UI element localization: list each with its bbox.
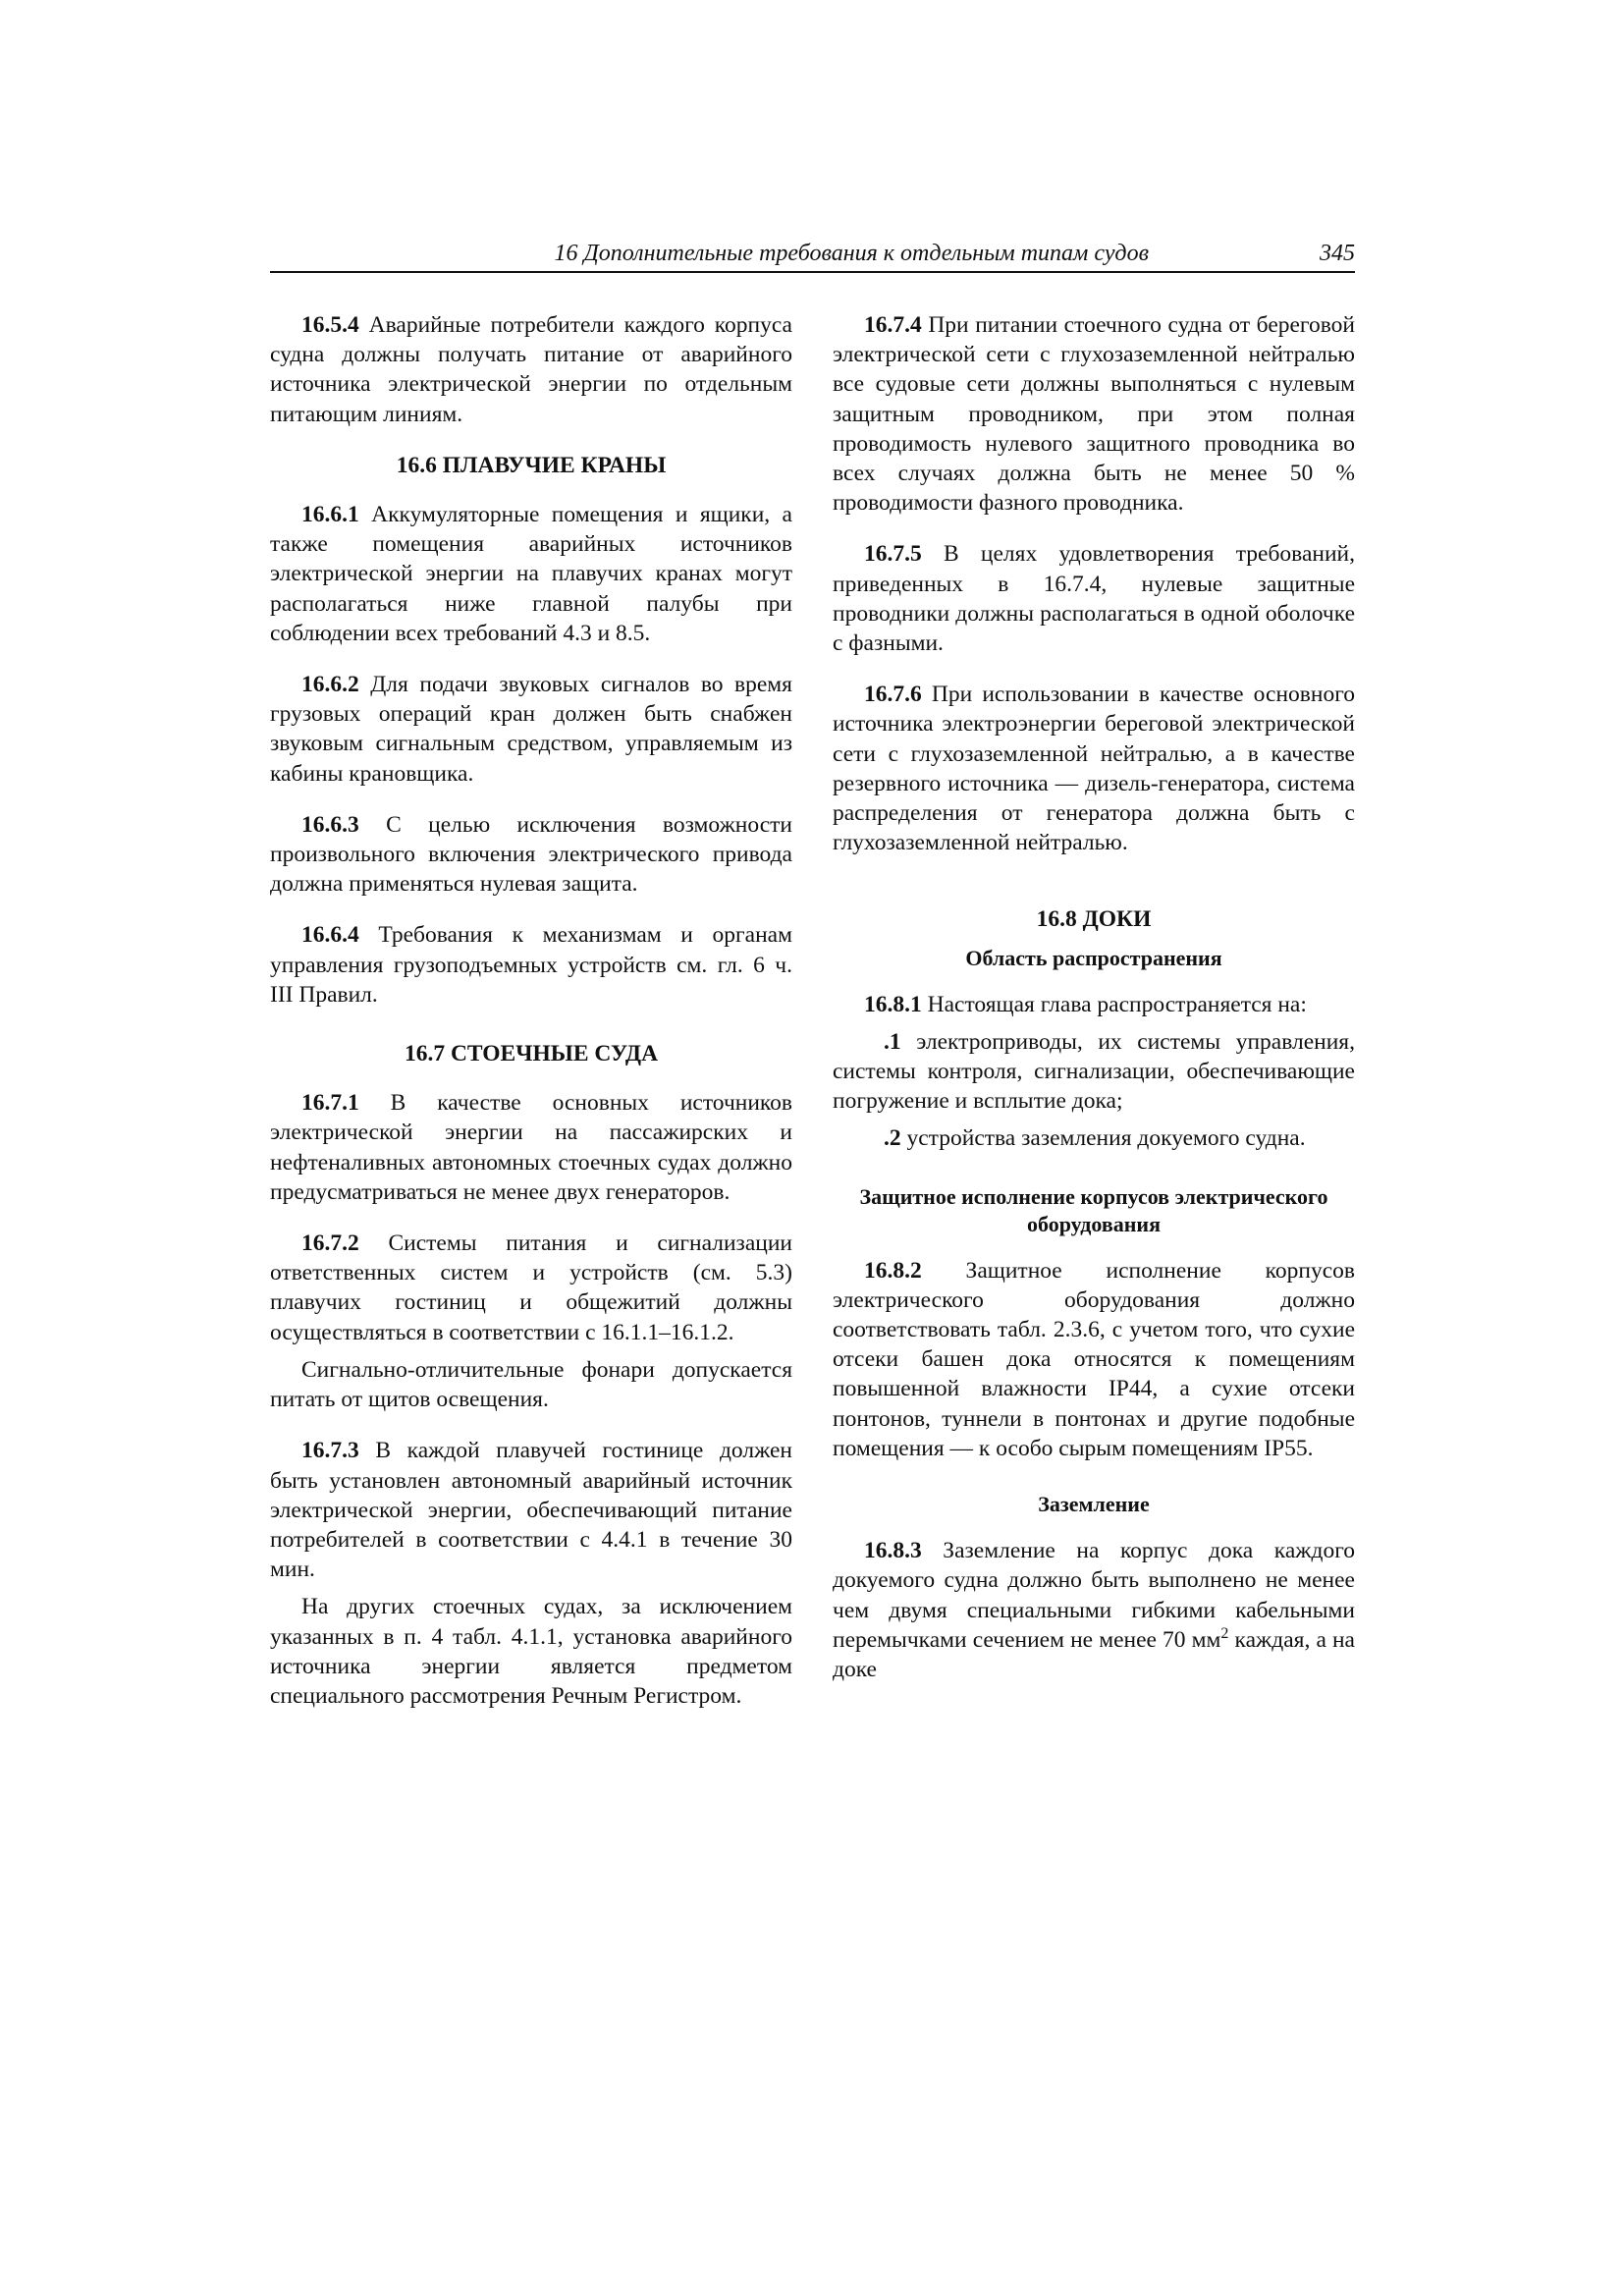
paragraph-16-8-3: 16.8.3 Заземление на корпус дока каждого докуемого судна должно быть выполнено не менее чем двумя специальными гибкими кабельными перемычками сечением не менее 70 $мм^2$ каждая, а на доке	[833, 1538, 1355, 1682]
paragraph-16-7-3-cont: На других стоечных судах, за исключением указанных в п. 4 табл. 4.1.1, установка аварийного источника энергии является предметом специального рассмотрения Речным Регистром.	[270, 1594, 792, 1709]
section-heading-16-6: 16.6 ПЛАВУЧИЕ КРАНЫ	[396, 452, 667, 478]
subheading-scope: Область распространения	[965, 945, 1222, 970]
subheading-grounding: Заземление	[1038, 1492, 1150, 1517]
paragraph-16-7-2: 16.7.2 Системы питания и сигнализации ответственных систем и устройств (см. 5.3) плавучих гостиниц и общежитий должны осуществляться в соответствии с 16.1.1–16.1.2.	[270, 1230, 792, 1345]
paragraph-16-7-3: 16.7.3 В каждой плавучей гостинице должен быть установлен автономный аварийный источник электрической энергии, обеспечивающий питание потребителей в соответствии с 4.4.1 в течение 30 мин.	[270, 1438, 792, 1583]
paragraph-16-7-4: 16.7.4 При питании стоечного судна от береговой электрической сети с глухозаземленной нейтралью все судовые сети должны выполняться с нулевым защитным проводником, при этом полная проводимость нулевого защитного проводника во всех случаях должна быть не менее 50 % проводимости фазного проводника.	[833, 312, 1355, 517]
paragraph-16-5-4: 16.5.4 Аварийные потребители каждого корпуса судна должны получать питание от аварийного источника электрической энергии по отдельным питающим линиям.	[270, 312, 792, 427]
list-item-2: .2 устройства заземления докуемого судна.	[884, 1125, 1306, 1152]
paragraph-16-6-1: 16.6.1 Аккумуляторные помещения и ящики, а также помещения аварийных источников электрической энергии на плавучих кранах могут располагаться ниже главной палубы при соблюдении всех требований 4.3 и 8.5.	[270, 502, 792, 646]
running-header	[270, 240, 1355, 273]
paragraph-16-6-3: 16.6.3 С целью исключения возможности произвольного включения электрического привода должна применяться нулевая защита.	[270, 811, 792, 898]
paragraph-16-8-2: 16.8.2 Защитное исполнение корпусов электрического оборудования должно соответствовать табл. 2.3.6, с учетом того, что сухие отсеки башен дока относятся к помещениям повышенной влажности IP44, а сухие отсеки понтонов, туннели в понтонах и другие подобные помещения — к особо сырым помещениям IP55.	[833, 1257, 1355, 1461]
section-heading-16-7: 16.7 СТОЕЧНЫЕ СУДА	[404, 1041, 659, 1067]
left-column	[270, 310, 792, 1732]
page-number: 345	[1320, 241, 1355, 266]
paragraph-16-6-2: 16.6.2 Для подачи звуковых сигналов во время грузовых операций кран должен быть снабжен звуковым сигнальным средством, управляемым из кабины крановщика.	[270, 672, 792, 787]
right-column	[833, 310, 1355, 1706]
paragraph-16-6-4: 16.6.4 Требования к механизмам и органам управления грузоподъемных устройств см. гл. 6 ч. III Правил.	[270, 922, 792, 1008]
paragraph-16-7-6: 16.7.6 При использовании в качестве основного источника электроэнергии береговой электрической сети с глухозаземленной нейтралью, а в качестве резервного источника — дизель-генератора, система распределения от генератора должна быть с глухозаземленной нейтралью.	[833, 682, 1355, 856]
paragraph-16-7-1: 16.7.1 В качестве основных источников электрической энергии на пассажирских и нефтеналивных автономных стоечных судах должно предусматриваться не менее двух генераторов.	[270, 1090, 792, 1205]
paragraph-16-7-2-cont: Сигнально-отличительные фонари допускается питать от щитов освещения.	[270, 1356, 792, 1413]
paragraph-16-8-1: 16.8.1 Настоящая глава распространяется на:	[864, 991, 1307, 1017]
running-title: 16 Дополнительные требования к отдельным типам судов	[554, 241, 1149, 266]
subheading-protective-enclosure: Защитное исполнение корпусов электрического оборудования	[859, 1183, 1328, 1236]
section-heading-16-8: 16.8 ДОКИ	[1036, 906, 1152, 933]
paragraph-16-7-5: 16.7.5 В целях удовлетворения требований, приведенных в 16.7.4, нулевые защитные проводники должны располагаться в одной оболочке с фазными.	[833, 541, 1355, 657]
list-item-1: .1 электроприводы, их системы управления, системы контроля, сигнализации, обеспечивающие погружение и всплытие дока;	[833, 1028, 1355, 1115]
